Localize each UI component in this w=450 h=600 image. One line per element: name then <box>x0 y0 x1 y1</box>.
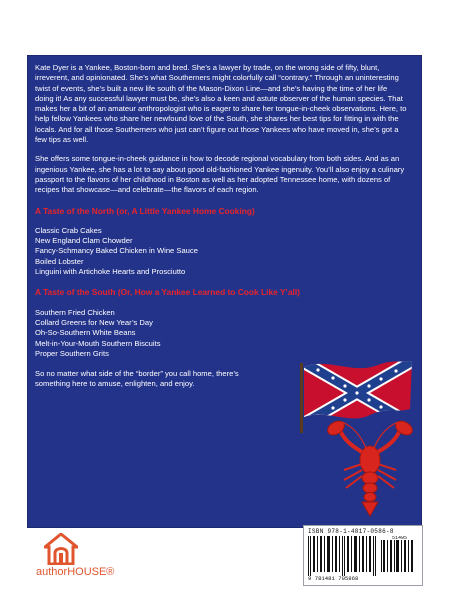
isbn-label: ISBN 978-1-4817-0586-8 <box>308 528 394 535</box>
price-code: 51495 <box>392 536 408 541</box>
recipe-item: Classic Crab Cakes <box>35 225 102 235</box>
blurb-paragraph-1: Kate Dyer is a Yankee, Boston-born and bred. She’s a lawyer by trade, on the wrong side of fifty, blunt, irreverent, and opinionated. She’s what Southerners might colorfully call “contrary.” Through an uninteresting twist of events, she’s built a new life south of the Mason-Dixon Line—and she’s having the time of her life doing it! As any successful lawyer must be, she’s also a keen and astute observer of the human species. That makes her a bit of an amateur anthropologist who is eager to share her tongue-in-cheek observations. Here, to help fellow Yankees who share her newfound love of the South, she shares her best tips for fitting in with the locals. And for all those Southerners who just can’t figure out those Yankees who have moved in, she’s got a few tips as well. <box>35 63 407 145</box>
north-heading: A Taste of the North (or, A Little Yankee Home Cooking) <box>35 205 255 216</box>
recipe-item: Proper Southern Grits <box>35 348 109 358</box>
publisher-name: authorHOUSE® <box>36 566 115 578</box>
recipe-item: Fancy-Schmancy Baked Chicken in Wine Sauce <box>35 246 198 256</box>
lobster-icon <box>322 420 418 520</box>
recipe-item: New England Clam Chowder <box>35 236 133 246</box>
recipe-item: Oh-So-Southern White Beans <box>35 328 136 338</box>
recipe-item: Linguini with Artichoke Hearts and Prosciutto <box>35 267 186 277</box>
recipe-item: Southern Fried Chicken <box>35 307 115 317</box>
blurb-paragraph-2: She offers some tongue-in-cheek guidance in how to decode regional vocabulary from both sides. And as an ingenious Yankee, she has a lot to say about good old-fashioned Yankee ingenuity. You’ll also enjoy a culinary passport to the flavors of her childhood in Boston as well as her adopted Tennessee home, with dozens of recipes that showcase—and celebrate—the flavors of each region. <box>35 154 405 195</box>
blurb-copy <box>35 63 407 399</box>
isbn-barcode <box>303 525 423 586</box>
recipe-item: Melt-in-Your-Mouth Southern Biscuits <box>35 338 161 348</box>
barcode-bars-icon <box>308 536 418 576</box>
recipe-item: Collard Greens for New Year’s Day <box>35 317 153 327</box>
north-recipe-list <box>35 226 407 277</box>
ean-digits: 9 781481 705868 <box>308 575 359 582</box>
south-recipe-list <box>35 308 407 359</box>
publisher-logo <box>36 533 136 588</box>
house-logo-icon <box>44 533 78 565</box>
south-heading: A Taste of the South (Or, How a Yankee Learned to Cook Like Y’all) <box>35 287 300 298</box>
closing-paragraph: So no matter what side of the “border” you call home, there’s something here to amuse, enlighten, and enjoy. <box>35 369 239 389</box>
recipe-item: Boiled Lobster <box>35 256 84 266</box>
